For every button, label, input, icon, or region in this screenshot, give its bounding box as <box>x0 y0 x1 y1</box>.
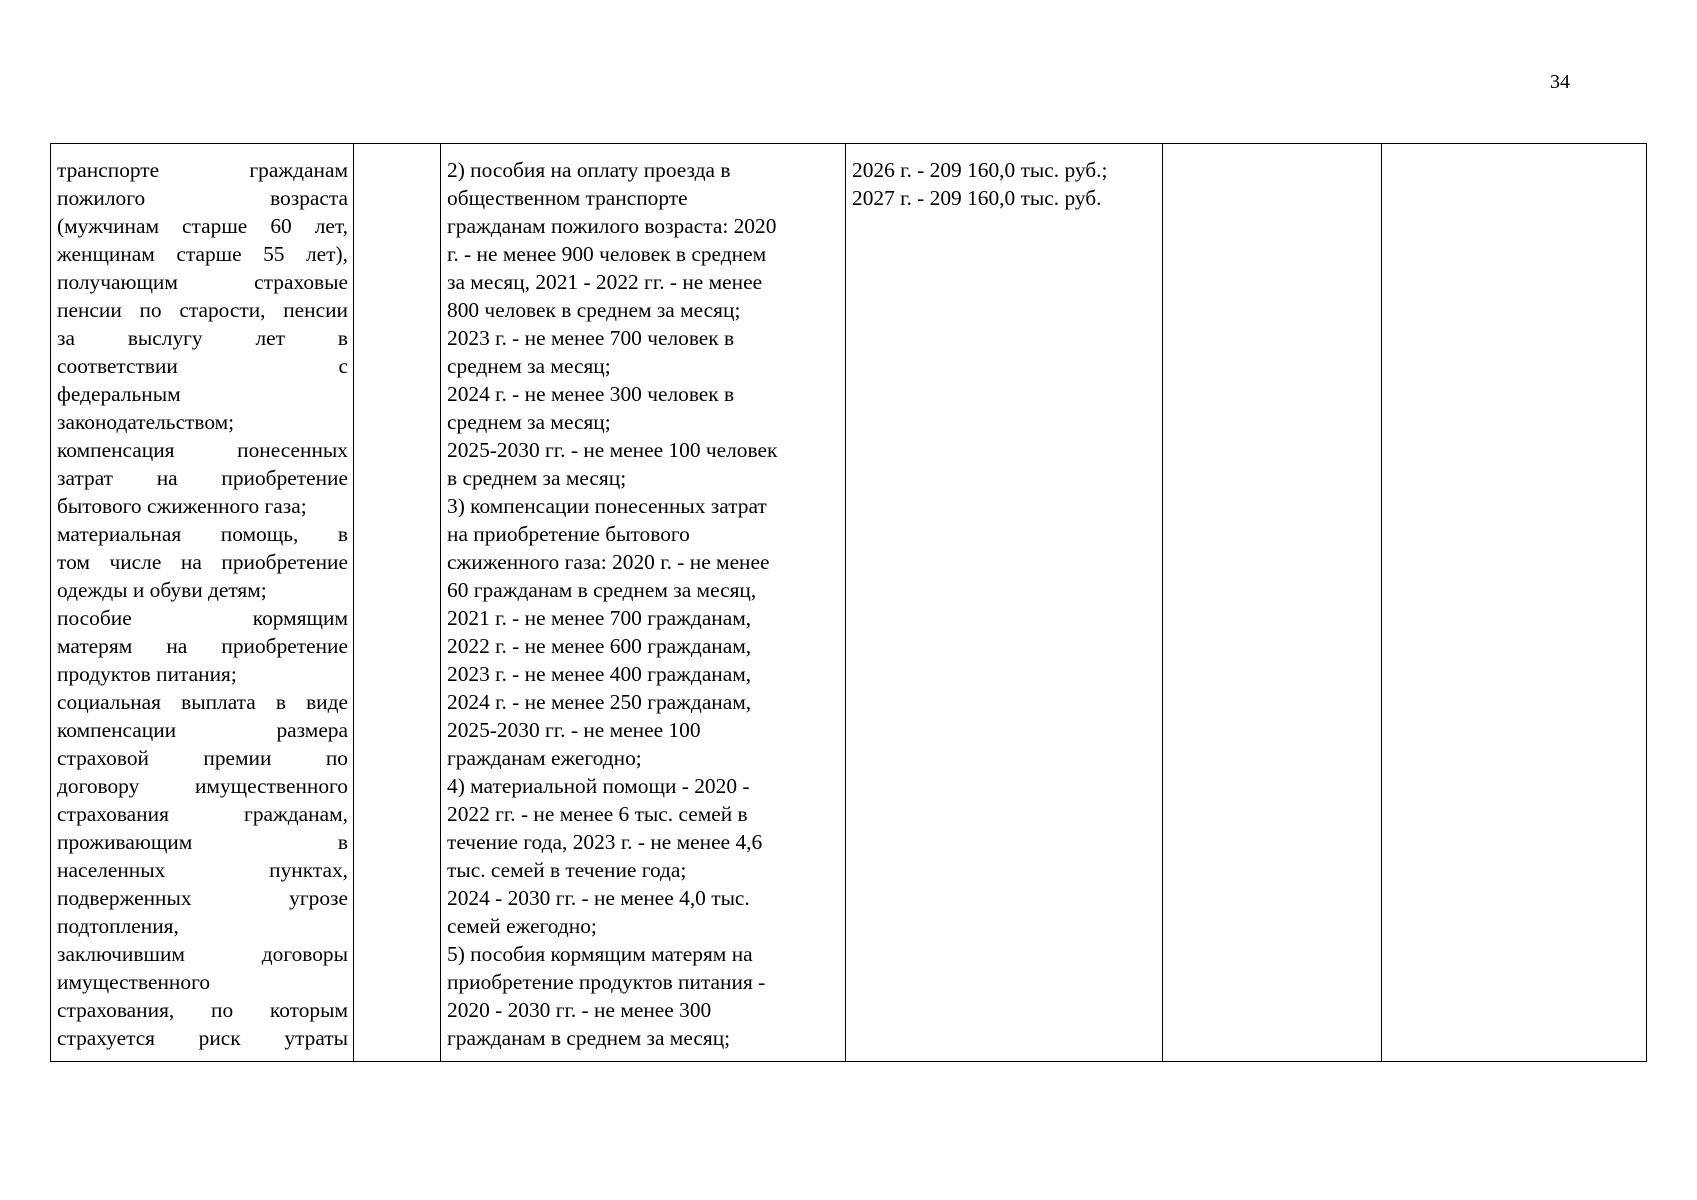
text-line: социальная выплата в виде <box>57 690 348 714</box>
text-line: за месяц, 2021 - 2022 гг. - не менее <box>447 270 763 294</box>
text-line: 2026 г. - 209 160,0 тыс. руб.; <box>852 158 1108 182</box>
text-line: течение года, 2023 г. - не менее 4,6 <box>447 830 763 854</box>
text-line: затрат на приобретение <box>57 466 348 490</box>
text-line: 2023 г. - не менее 700 человек в <box>447 326 735 350</box>
text-line: 2) пособия на оплату проезда в <box>447 158 731 182</box>
text-line: 2025-2030 гг. - не менее 100 человек <box>447 438 778 462</box>
text-line: материальная помощь, в <box>57 522 348 546</box>
table-cell-empty-6 <box>1382 144 1647 1062</box>
table-row <box>51 144 1647 1062</box>
program-table <box>50 143 1647 1062</box>
text-line: 60 гражданам в среднем за месяц, <box>447 578 757 602</box>
text-line: одежды и обуви детям; <box>57 578 267 602</box>
text-line: получающим страховые <box>57 270 348 294</box>
text-line: общественном транспорте <box>447 186 688 210</box>
text-line: 2024 г. - не менее 300 человек в <box>447 382 735 406</box>
text-line: продуктов питания; <box>57 662 237 686</box>
text-line: семей ежегодно; <box>447 914 597 938</box>
text-line: законодательством; <box>57 410 235 434</box>
text-line: на приобретение бытового <box>447 522 690 546</box>
text-line: 4) материальной помощи - 2020 - <box>447 774 750 798</box>
text-line: транспорте гражданам <box>57 158 348 182</box>
text-line: 3) компенсации понесенных затрат <box>447 494 767 518</box>
table-cell-indicators <box>441 144 846 1062</box>
table-cell-empty-5 <box>1163 144 1382 1062</box>
text-line: (мужчинам старше 60 лет, <box>57 214 348 238</box>
text-line: страхования гражданам, <box>57 802 348 826</box>
text-line: тыс. семей в течение года; <box>447 858 687 882</box>
text-line: том числе на приобретение <box>57 550 348 574</box>
text-line: компенсация понесенных <box>57 438 348 462</box>
text-line: среднем за месяц; <box>447 354 611 378</box>
page-number: 34 <box>1550 71 1570 93</box>
text-line: в среднем за месяц; <box>447 466 627 490</box>
text-line: имущественного <box>57 970 211 994</box>
text-line: бытового сжиженного газа; <box>57 494 307 518</box>
text-line: пенсии по старости, пенсии <box>57 298 348 322</box>
text-line: договору имущественного <box>57 774 348 798</box>
text-line: приобретение продуктов питания - <box>447 970 766 994</box>
text-line: женщинам старше 55 лет), <box>57 242 348 266</box>
table-cell-empty-2 <box>354 144 441 1062</box>
table-cell-measures-description <box>51 144 354 1062</box>
text-line: сжиженного газа: 2020 г. - не менее <box>447 550 770 574</box>
text-line: подверженных угрозе <box>57 886 348 910</box>
text-line: страхования, по которым <box>57 998 348 1022</box>
table-cell-funding <box>846 144 1163 1062</box>
text-line: г. - не менее 900 человек в среднем <box>447 242 767 266</box>
text-line: гражданам пожилого возраста: 2020 <box>447 214 777 238</box>
text-line: компенсации размера <box>57 718 348 742</box>
text-line: населенных пунктах, <box>57 858 348 882</box>
text-line: матерям на приобретение <box>57 634 348 658</box>
text-line: 800 человек в среднем за месяц; <box>447 298 741 322</box>
text-line: заключившим договоры <box>57 942 348 966</box>
text-line: 2027 г. - 209 160,0 тыс. руб. <box>852 186 1102 210</box>
text-line: федеральным <box>57 382 181 406</box>
text-line: 5) пособия кормящим матерям на <box>447 942 753 966</box>
text-line: подтопления, <box>57 914 179 938</box>
text-line: среднем за месяц; <box>447 410 611 434</box>
text-line: 2024 г. - не менее 250 гражданам, <box>447 690 752 714</box>
text-line: 2020 - 2030 гг. - не менее 300 <box>447 998 712 1022</box>
text-line: за выслугу лет в <box>57 326 348 350</box>
text-line: проживающим в <box>57 830 348 854</box>
text-line: соответствии с <box>57 354 348 378</box>
text-line: гражданам ежегодно; <box>447 746 642 770</box>
text-line: 2025-2030 гг. - не менее 100 <box>447 718 701 742</box>
text-line: 2023 г. - не менее 400 гражданам, <box>447 662 752 686</box>
text-line: 2021 г. - не менее 700 гражданам, <box>447 606 752 630</box>
text-line: 2022 гг. - не менее 6 тыс. семей в <box>447 802 748 826</box>
text-line: страховой премии по <box>57 746 348 770</box>
text-line: страхуется риск утраты <box>57 1026 348 1050</box>
text-line: 2022 г. - не менее 600 гражданам, <box>447 634 752 658</box>
text-line: 2024 - 2030 гг. - не менее 4,0 тыс. <box>447 886 750 910</box>
text-line: гражданам в среднем за месяц; <box>447 1026 731 1050</box>
text-line: пособие кормящим <box>57 606 348 630</box>
text-line: пожилого возраста <box>57 186 348 210</box>
